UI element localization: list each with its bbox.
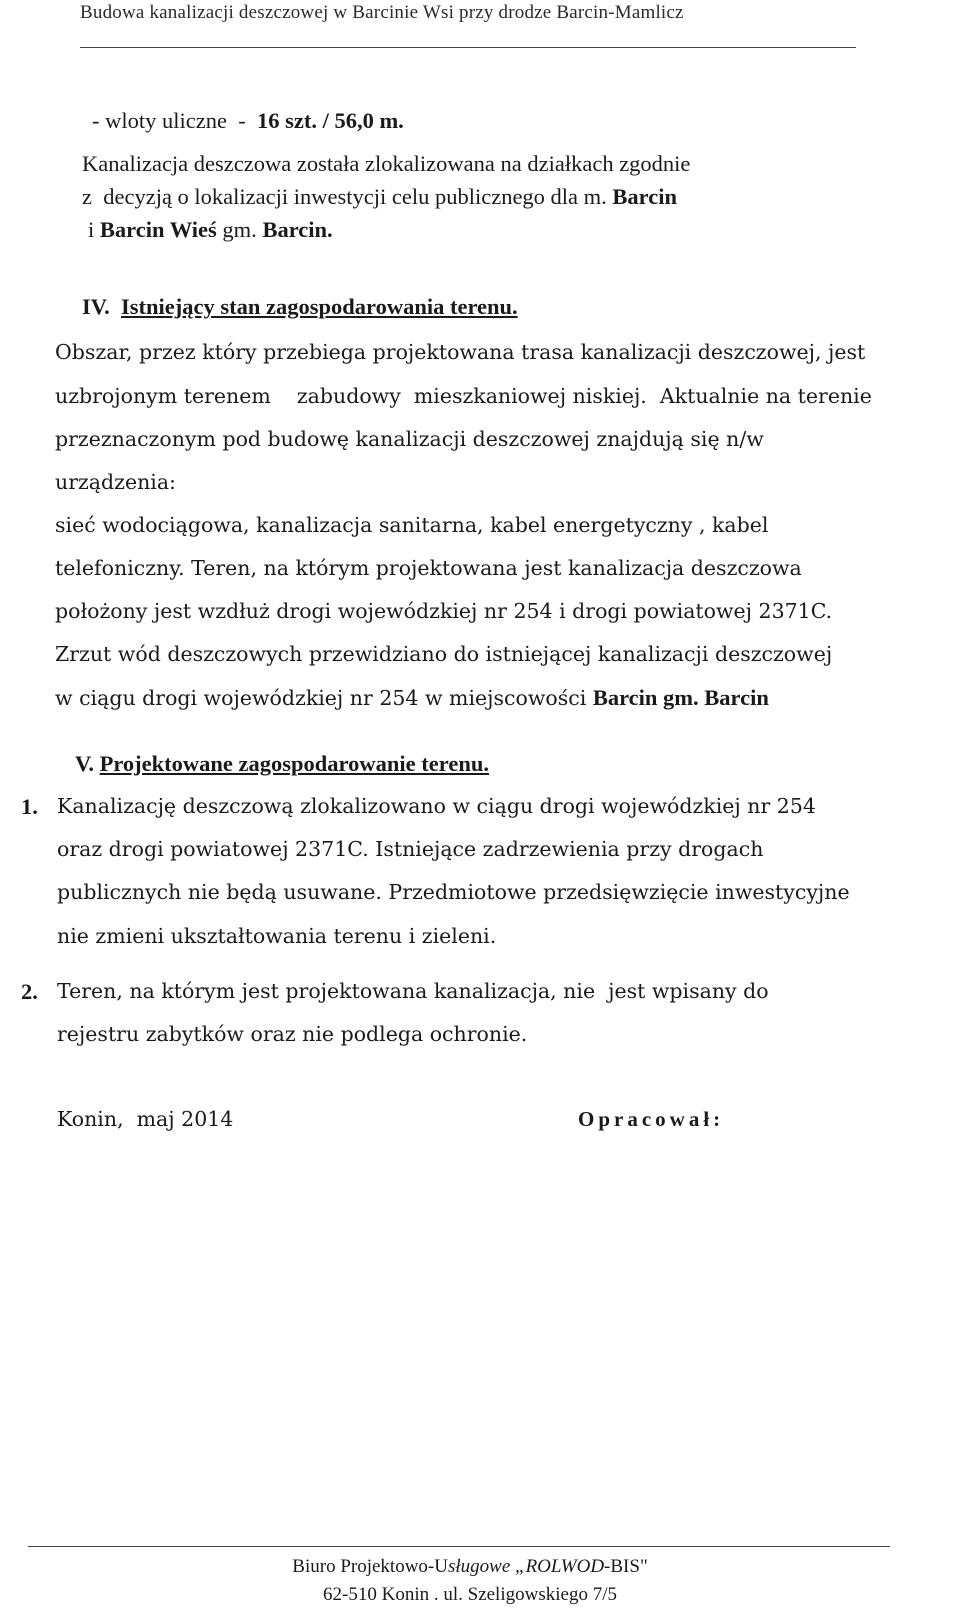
- location-line-3: [88, 217, 333, 243]
- section-iv-line-5: sieć wodociągowa, kanalizacja sanitarna, kabel energetyczny , kabel: [55, 513, 769, 537]
- section-v-number: V.: [75, 751, 94, 776]
- footer-office-c: BIS": [610, 1556, 648, 1577]
- footer-office-b: sługowe „ROLWOD-: [447, 1556, 611, 1577]
- location-conj: i: [88, 217, 100, 242]
- section-iv-line-4: urządzenia:: [55, 470, 176, 494]
- section-iv-line-9: [55, 685, 769, 711]
- section-iv-line-2: uzbrojonym terenem zabudowy mieszkaniowej niskiej. Aktualnie na terenie: [55, 384, 872, 408]
- section-iv-title: Istniejący stan zagospodarowania terenu.: [120, 294, 518, 319]
- wloty-line: [92, 108, 404, 134]
- location-village: Barcin Wieś: [99, 217, 217, 242]
- header-rule: [80, 47, 856, 48]
- item-2-line-2: rejestru zabytków oraz nie podlega ochronie.: [57, 1022, 528, 1046]
- section-iv-line-8: Zrzut wód deszczowych przewidziano do istniejącej kanalizacji deszczowej: [55, 642, 833, 666]
- footer-address: 62-510 Konin . ul. Szeligowskiego 7/5: [323, 1584, 617, 1605]
- footer-office-a: Biuro Projektowo-U: [292, 1556, 448, 1577]
- item-1-line-3: publicznych nie będą usuwane. Przedmiotowe przedsięwzięcie inwestycyjne: [57, 880, 850, 904]
- location-town: Barcin: [612, 184, 678, 209]
- prepared-by: Opracował:: [578, 1107, 725, 1131]
- section-iv-heading: [82, 294, 518, 320]
- location-line-2: [82, 184, 677, 210]
- section-v-title: Projektowane zagospodarowanie terenu.: [99, 751, 489, 776]
- location-gm: gm.: [216, 217, 263, 242]
- location-commune: Barcin.: [262, 217, 333, 242]
- section-iv-line-6: telefoniczny. Teren, na którym projektowana jest kanalizacja deszczowa: [55, 556, 802, 580]
- item-1-line-1: Kanalizację deszczową zlokalizowano w ciągu drogi wojewódzkiej nr 254: [57, 794, 816, 818]
- item-2-line-1: Teren, na którym jest projektowana kanalizacja, nie jest wpisany do: [57, 979, 769, 1003]
- footer-office: [0, 1556, 950, 1578]
- wloty-value: 16 szt. / 56,0 m.: [256, 108, 404, 133]
- wloty-label: - wloty uliczne -: [92, 108, 257, 133]
- section-iv-line-1: Obszar, przez który przebiega projektowana trasa kanalizacji deszczowej, jest: [55, 340, 866, 364]
- section-v-heading: [75, 751, 489, 777]
- section-iv-line-3: przeznaczonym pod budowę kanalizacji deszczowej znajdują się n/w: [55, 427, 764, 451]
- item-1-line-2: oraz drogi powiatowej 2371C. Istniejące zadrzewienia przy drogach: [57, 837, 764, 861]
- footer-rule: [28, 1546, 890, 1547]
- section-iv-last-town: Barcin gm. Barcin: [592, 685, 769, 710]
- section-iv-number: IV.: [82, 294, 110, 319]
- location-text: z decyzją o lokalizacji inwestycji celu publicznego dla m.: [82, 184, 613, 209]
- section-iv-last-text: w ciągu drogi wojewódzkiej nr 254 w miejscowości: [55, 686, 593, 710]
- item-1-number: 1.: [21, 794, 38, 819]
- section-iv-line-7: położony jest wzdłuż drogi wojewódzkiej nr 254 i drogi powiatowej 2371C.: [55, 599, 833, 623]
- place-date: Konin, maj 2014: [57, 1107, 234, 1131]
- location-line-1: Kanalizacja deszczowa została zlokalizowana na działkach zgodnie: [82, 151, 691, 176]
- item-2-number: 2.: [21, 979, 38, 1004]
- running-header: Budowa kanalizacji deszczowej w Barcinie Wsi przy drodze Barcin-Mamlicz: [80, 2, 684, 23]
- item-1-line-4: nie zmieni ukształtowania terenu i zieleni.: [57, 924, 497, 948]
